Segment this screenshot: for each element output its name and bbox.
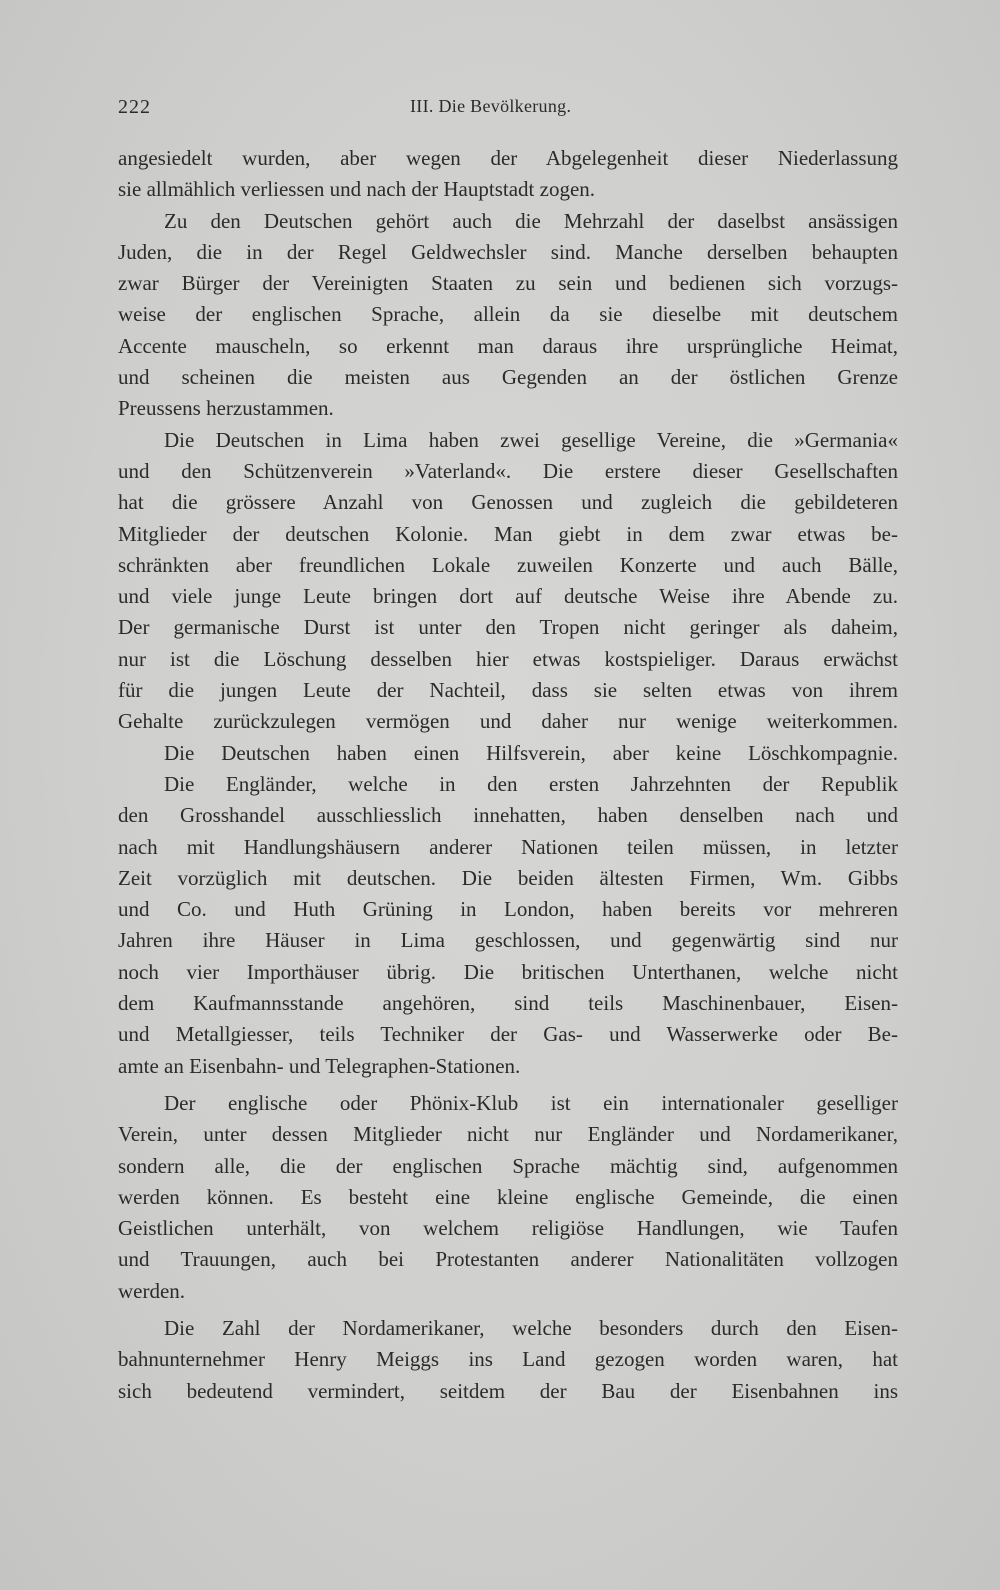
text-line: angesiedelt wurden, aber wegen der Abgelegenheit dieser Niederlassung (118, 146, 898, 170)
text-line: Preussens herzustammen. (118, 396, 334, 421)
text-line: hat die grössere Anzahl von Genossen und zugleich die gebildeteren (118, 490, 898, 515)
text-line: Zeit vorzüglich mit deutschen. Die beiden ältesten Firmen, Wm. Gibbs (118, 865, 898, 890)
text-line: werden können. Es besteht eine kleine englische Gemeinde, die einen (118, 1184, 898, 1209)
text-line: Die Zahl der Nordamerikaner, welche besonders durch den Eisen- (164, 1315, 898, 1340)
text-line: sich bedeutend vermindert, seitdem der Bau der Eisenbahnen ins (118, 1378, 898, 1403)
page-header (118, 96, 898, 122)
text-line: Accente mauscheln, so erkennt man daraus ihre ursprüngliche Heimat, (118, 333, 898, 358)
text-line: bahnunternehmer Henry Meiggs ins Land gezogen worden waren, hat (118, 1347, 898, 1372)
text-line: noch vier Importhäuser übrig. Die britischen Unterthanen, welche nicht (118, 959, 898, 984)
text-line: Jahren ihre Häuser in Lima geschlossen, und gegenwärtig sind nur (118, 928, 898, 953)
text-line: Verein, unter dessen Mitglieder nicht nur Engländer und Nordamerikaner, (118, 1122, 898, 1147)
running-title: III. Die Bevölkerung. (410, 96, 572, 116)
text-line: Der germanische Durst ist unter den Tropen nicht geringer als daheim, (118, 615, 898, 640)
text-line: schränkten aber freundlichen Lokale zuweilen Konzerte und auch Bälle, (118, 552, 898, 577)
text-line: nach mit Handlungshäusern anderer Nationen teilen müssen, in letzter (118, 834, 898, 859)
text-line: Juden, die in der Regel Geldwechsler sind. Manche derselben behaupten (118, 239, 898, 264)
text-line: und Co. und Huth Grüning in London, haben bereits vor mehreren (118, 897, 898, 922)
text-line: Zu den Deutschen gehört auch die Mehrzahl der daselbst ansässigen (164, 208, 898, 233)
text-line: und viele junge Leute bringen dort auf deutsche Weise ihre Abende zu. (118, 584, 898, 609)
text-line: den Grosshandel ausschliesslich innehatten, haben denselben nach und (118, 803, 898, 828)
text-line: sondern alle, die der englischen Sprache mächtig sind, aufgenommen (118, 1153, 898, 1178)
text-line: dem Kaufmannsstande angehören, sind teils Maschinenbauer, Eisen- (118, 991, 898, 1016)
text-line: und den Schützenverein »Vaterland«. Die erstere dieser Gesellschaften (118, 458, 898, 483)
text-line: und scheinen die meisten aus Gegenden an der östlichen Grenze (118, 365, 898, 390)
text-line: Mitglieder der deutschen Kolonie. Man giebt in dem zwar etwas be- (118, 521, 898, 546)
text-line: Der englische oder Phönix-Klub ist ein internationaler geselliger (164, 1090, 898, 1115)
text-line: zwar Bürger der Vereinigten Staaten zu sein und bedienen sich vorzugs- (118, 271, 898, 296)
text-line: werden. (118, 1278, 186, 1303)
text-line: Die Deutschen haben einen Hilfsverein, aber keine Löschkompagnie. (164, 740, 898, 765)
text-line: Die Engländer, welche in den ersten Jahrzehnten der Republik (164, 771, 898, 796)
text-line: Gehalte zurückzulegen vermögen und daher nur wenige weiterkommen. (118, 709, 898, 734)
page-number: 222 (118, 96, 151, 118)
text-line: amte an Eisenbahn- und Telegraphen-Stationen. (118, 1053, 521, 1078)
body-text (118, 143, 898, 1407)
text-line: Geistlichen unterhält, von welchem religiöse Handlungen, wie Taufen (118, 1216, 898, 1241)
text-line: und Trauungen, auch bei Protestanten anderer Nationalitäten vollzogen (118, 1247, 898, 1272)
text-line: nur ist die Löschung desselben hier etwas kostspieliger. Daraus erwächst (118, 646, 898, 671)
text-line: und Metallgiesser, teils Techniker der Gas- und Wasserwerke oder Be- (118, 1022, 898, 1047)
text-line: für die jungen Leute der Nachteil, dass sie selten etwas von ihrem (118, 678, 898, 703)
text-line: weise der englischen Sprache, allein da sie dieselbe mit deutschem (118, 302, 898, 327)
text-line: Die Deutschen in Lima haben zwei gesellige Vereine, die »Germania« (164, 427, 898, 452)
text-line: sie allmählich verliessen und nach der Hauptstadt zogen. (118, 177, 596, 202)
